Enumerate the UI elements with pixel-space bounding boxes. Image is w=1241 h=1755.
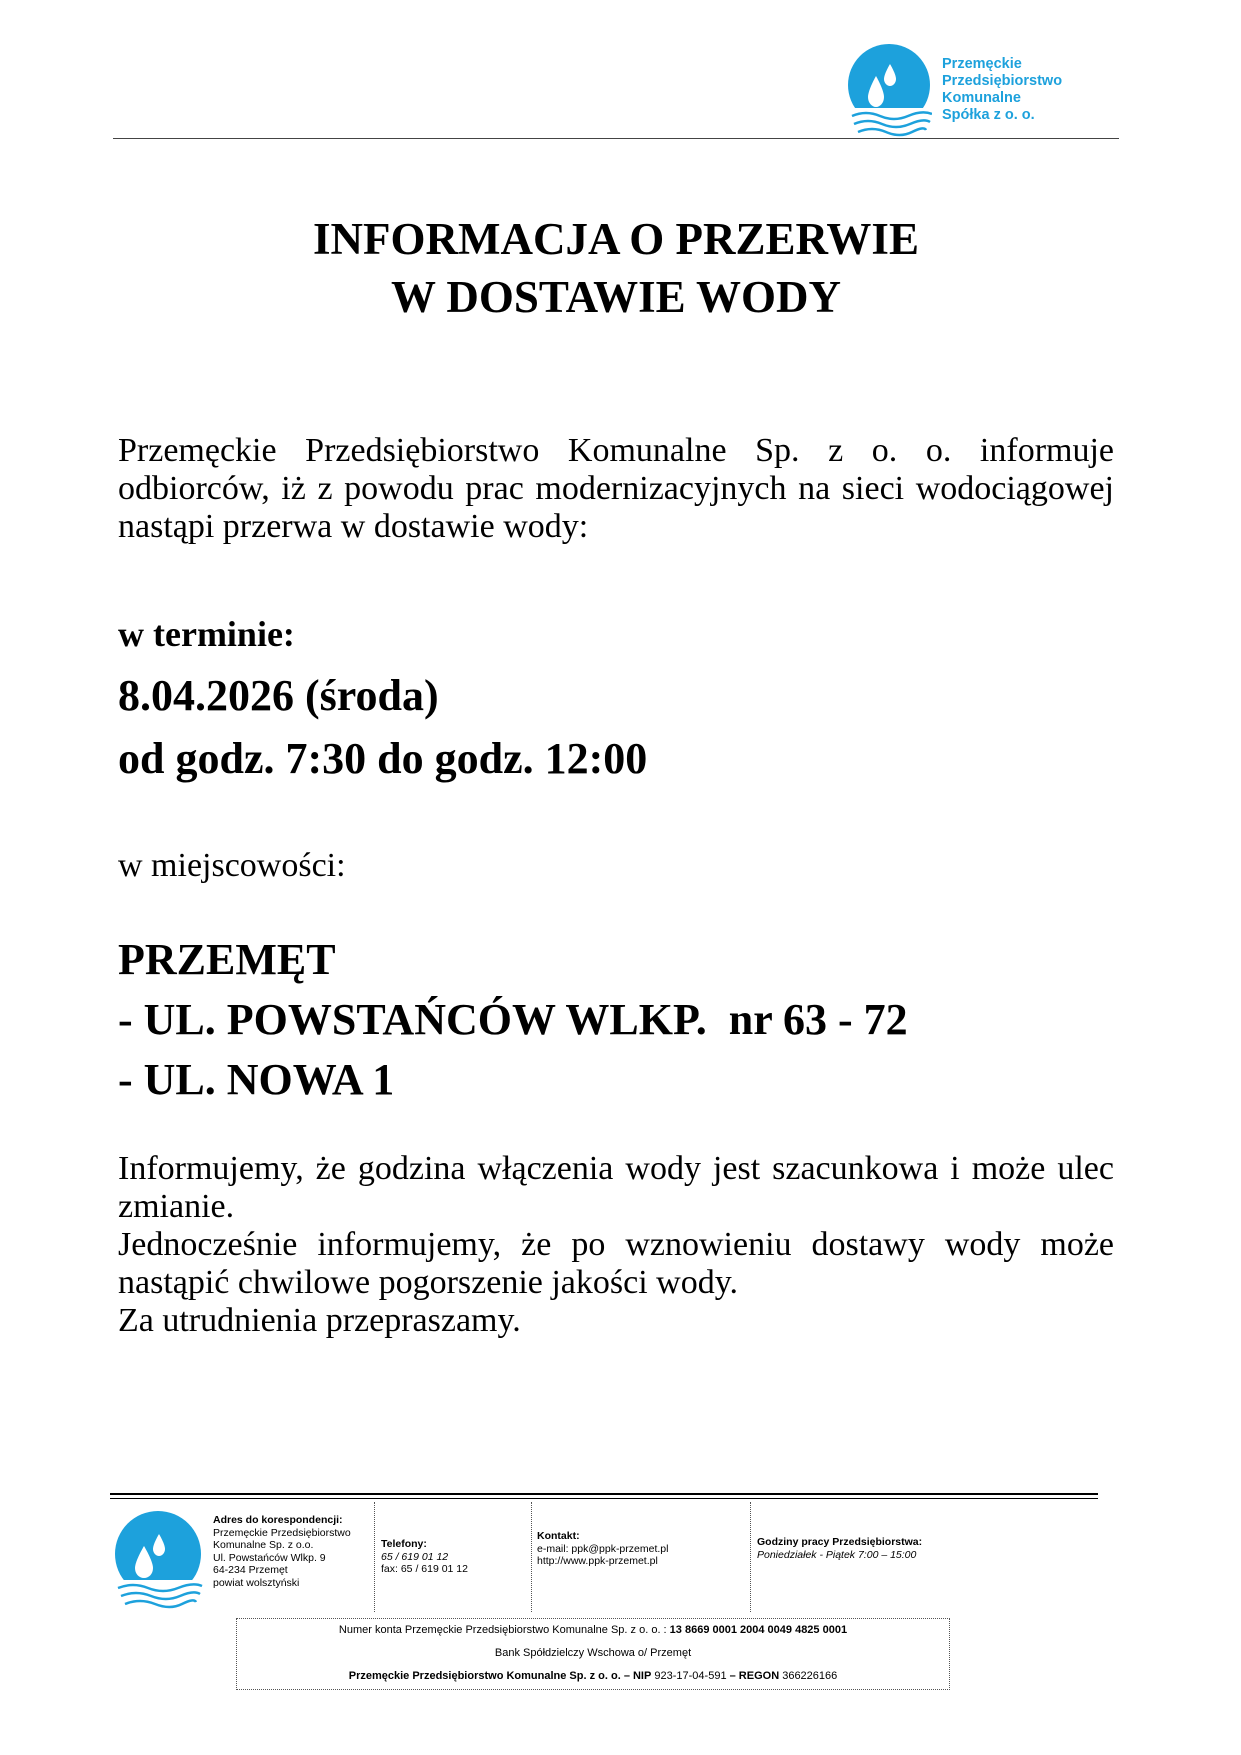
- bank-info-box: [236, 1618, 950, 1690]
- term-label: w terminie:: [118, 614, 295, 654]
- nip-value: 923-17-04-591: [654, 1670, 727, 1682]
- footer-address: [213, 1514, 351, 1589]
- footer-address-line: 64-234 Przemęt: [213, 1564, 288, 1576]
- term-date: 8.04.2026 (środa): [118, 671, 439, 720]
- footer-phones: [381, 1538, 468, 1576]
- company-logo-icon: [846, 42, 932, 140]
- note-quality: Jednocześnie informujemy, że po wznowieniu dostawy wody może nastąpić chwilowe pogorszenie jakości wody.: [118, 1226, 1114, 1301]
- location-list: [118, 930, 908, 1110]
- logo-line: Spółka z o. o.: [942, 107, 1035, 123]
- footer-logo-icon: [112, 1510, 204, 1610]
- footer-hours-heading: Godziny pracy Przedsiębiorstwa:: [757, 1536, 923, 1548]
- logo-line: Przemęckie: [942, 56, 1022, 72]
- footer-separator: [531, 1502, 532, 1612]
- footer-divider: [110, 1498, 1098, 1499]
- footer-phone: 65 / 619 01 12: [381, 1550, 449, 1563]
- footer-contact-heading: Kontakt:: [537, 1530, 580, 1542]
- location-street: - UL. POWSTAŃCÓW WLKP. nr 63 - 72: [118, 995, 908, 1044]
- header-divider: [113, 138, 1119, 139]
- location-label: w miejscowości:: [118, 847, 346, 884]
- bank-account-line: [237, 1619, 949, 1642]
- bank-account-label: Numer konta Przemęckie Przedsiębiorstwo Komunalne Sp. z o. o. :: [338, 1624, 667, 1636]
- regon-label: – REGON: [729, 1670, 780, 1682]
- company-ids-line: [237, 1665, 949, 1688]
- footer-phones-heading: Telefony:: [381, 1538, 427, 1550]
- footer-website[interactable]: http://www.ppk-przemet.pl: [537, 1555, 658, 1567]
- footer-fax: fax: 65 / 619 01 12: [381, 1563, 468, 1575]
- footer-separator: [374, 1502, 375, 1612]
- bank-account-number: 13 8669 0001 2004 0049 4825 0001: [669, 1624, 848, 1636]
- footer-contact: [537, 1530, 668, 1568]
- term-time: od godz. 7:30 do godz. 12:00: [118, 734, 648, 783]
- title-line-1: INFORMACJA O PRZERWIE: [313, 214, 919, 264]
- note-apology: Za utrudnienia przepraszamy.: [118, 1302, 521, 1339]
- company-logo-text: [942, 56, 1062, 124]
- footer-address-heading: Adres do korespondencji:: [213, 1514, 343, 1526]
- footer-address-line: Ul. Powstańców Wlkp. 9: [213, 1551, 326, 1564]
- note-estimate: Informujemy, że godzina włączenia wody jest szacunkowa i może ulec zmianie.: [118, 1150, 1114, 1225]
- footer-address-line: powiat wolsztyński: [213, 1576, 300, 1589]
- page-title: [113, 210, 1119, 326]
- notes-section: [118, 1150, 1114, 1340]
- location-town: PRZEMĘT: [118, 935, 336, 984]
- logo-line: Komunalne: [942, 90, 1021, 106]
- footer-address-line: Komunalne Sp. z o.o.: [213, 1539, 314, 1551]
- company-name: Przemęckie Przedsiębiorstwo Komunalne Sp. z o. o.: [348, 1670, 621, 1682]
- nip-label: – NIP: [623, 1670, 652, 1682]
- bank-name: Bank Spółdzielczy Wschowa o/ Przemęt: [494, 1647, 692, 1659]
- footer-email[interactable]: e-mail: ppk@ppk-przemet.pl: [537, 1542, 669, 1555]
- logo-line: Przedsiębiorstwo: [942, 73, 1063, 89]
- location-street: - UL. NOWA 1: [118, 1055, 395, 1104]
- regon-value: 366226166: [782, 1670, 838, 1682]
- title-line-2: W DOSTAWIE WODY: [390, 272, 842, 322]
- intro-paragraph: Przemęckie Przedsiębiorstwo Komunalne Sp. z o. o. informuje odbiorców, iż z powodu prac modernizacyjnych na sieci wodociągowej nastąpi przerwa w dostawie wody:: [118, 432, 1114, 545]
- footer-separator: [750, 1502, 751, 1612]
- footer-divider: [110, 1493, 1098, 1495]
- footer-hours: [757, 1536, 922, 1561]
- footer-hours-value: Poniedziałek - Piątek 7:00 – 15:00: [757, 1548, 917, 1561]
- footer-address-line: Przemęckie Przedsiębiorstwo: [213, 1526, 351, 1539]
